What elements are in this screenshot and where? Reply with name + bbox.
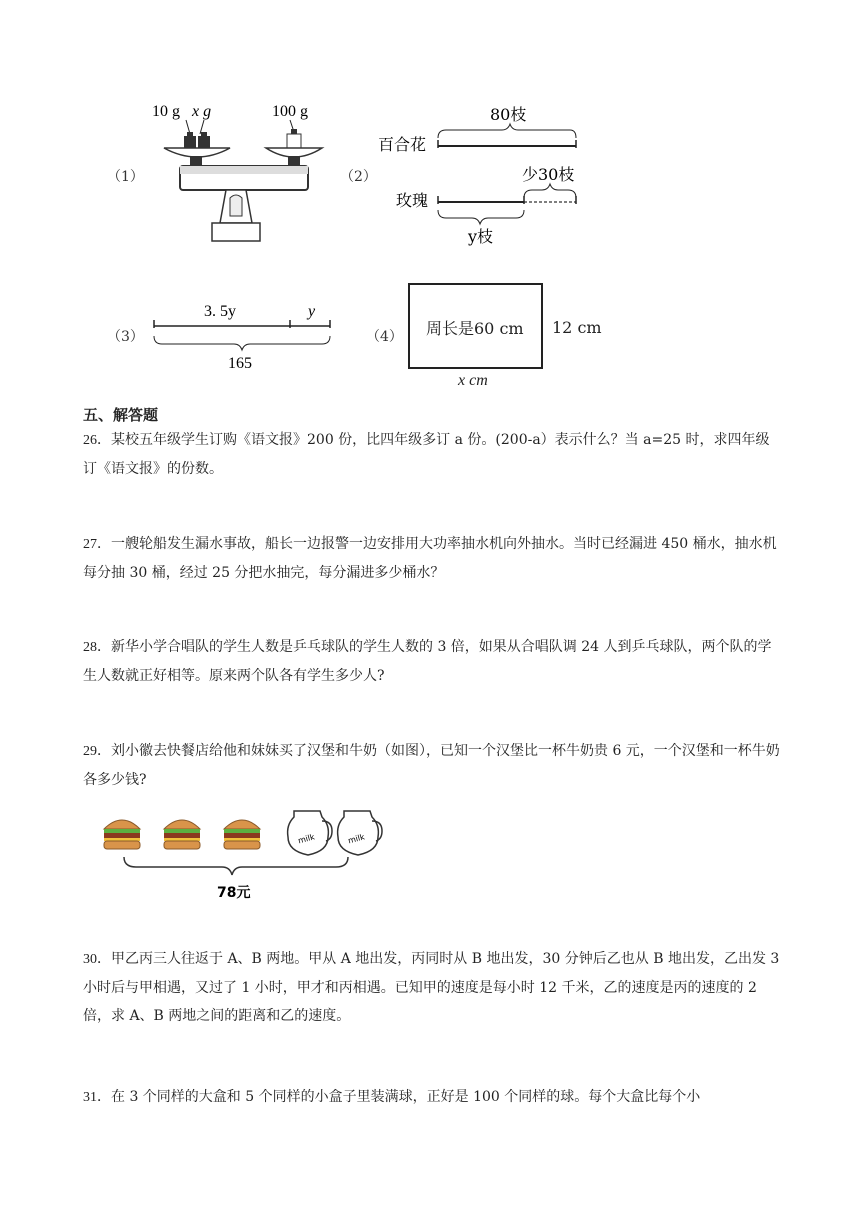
total-165-label: 165 [228, 355, 252, 372]
question-text: 在 3 个同样的大盒和 5 个同样的小盒子里装满球，正好是 100 个同样的球。每个大盒比每个小 [111, 1089, 701, 1105]
question-30 [83, 945, 783, 1030]
figure-1-label: （1） [107, 169, 144, 185]
less-label: 少30枝 [522, 165, 575, 184]
figure-3-label: （3） [107, 329, 144, 345]
question-text: 一艘轮船发生漏水事故，船长一边报警一边安排用大功率抽水机向外抽水。当时已经漏进 450 桶水，抽水机每分抽 30 桶，经过 25 分把水抽完，每分漏进多少桶水？ [83, 536, 777, 581]
lily-label: 百合花 [378, 135, 427, 154]
milk-jug-icon [338, 811, 382, 855]
question-26 [83, 426, 783, 483]
question-31 [83, 1083, 803, 1112]
total-price-label: 78元 [217, 885, 251, 901]
question-number: 27． [83, 537, 111, 552]
right-weight-label: 100 g [272, 103, 308, 120]
burger-milk-figure [100, 805, 390, 905]
question-text: 新华小学合唱队的学生人数是乒乓球队的学生人数的 3 倍，如果从合唱队调 24 人到乒乓球队，两个队的学生人数就正好相等。原来两个队各有学生多少人? [83, 639, 772, 684]
hamburger-icon [224, 820, 260, 849]
balance-figure [150, 98, 330, 248]
segment-diagram-165 [150, 296, 340, 376]
figure-4-label: （4） [366, 329, 403, 345]
question-28 [83, 633, 783, 690]
section-title: 五、解答题 [83, 406, 159, 424]
question-number: 30． [83, 952, 111, 967]
question-text: 刘小徽去快餐店给他和妹妹买了汉堡和牛奶（如图），已知一个汉堡比一杯牛奶贵 6 元，一个汉堡和一杯牛奶各多少钱? [83, 743, 780, 788]
question-29 [83, 737, 783, 794]
question-number: 29． [83, 744, 111, 759]
hamburger-icon [164, 820, 200, 849]
question-text: 甲乙丙三人往返于 A、B 两地。甲从 A 地出发，丙同时从 B 地出发，30 分钟后乙也从 B 地出发，乙出发 3 小时后与甲相遇，又过了 1 小时，甲才和丙相遇。已知甲的速度是每小时 12 千米，乙的速度是丙的速度的 2 倍，求 A、B 两地之间的距离和乙的速度。 [83, 951, 780, 1024]
milk-text: milk [297, 832, 316, 846]
segment-y-label: y [308, 303, 316, 320]
question-27 [83, 530, 783, 587]
rect-width-label: x cm [458, 372, 488, 389]
segment-diagram-flowers [374, 100, 594, 250]
segment-35y-label: 3. 5y [204, 303, 236, 320]
figure-2-label: （2） [340, 169, 377, 185]
y-label: y枝 [468, 227, 494, 246]
question-number: 31． [83, 1090, 111, 1105]
x-weight-label: x g [192, 103, 212, 120]
milk-text: milk [347, 832, 366, 846]
rose-label: 玫瑰 [396, 191, 429, 210]
question-text: 某校五年级学生订购《语文报》200 份，比四年级多订 a 份。(200-a）表示什么？当 a=25 时，求四年级订《语文报》的份数。 [83, 432, 770, 477]
left-weight-label: 10 g [152, 103, 180, 120]
perimeter-label: 周长是60 cm [426, 319, 524, 338]
question-number: 28． [83, 640, 111, 655]
question-number: 26． [83, 433, 111, 448]
milk-jug-icon [288, 811, 332, 855]
rect-height-label: 12 cm [552, 318, 602, 337]
lily-total-label: 80枝 [490, 105, 527, 124]
hamburger-icon [104, 820, 140, 849]
